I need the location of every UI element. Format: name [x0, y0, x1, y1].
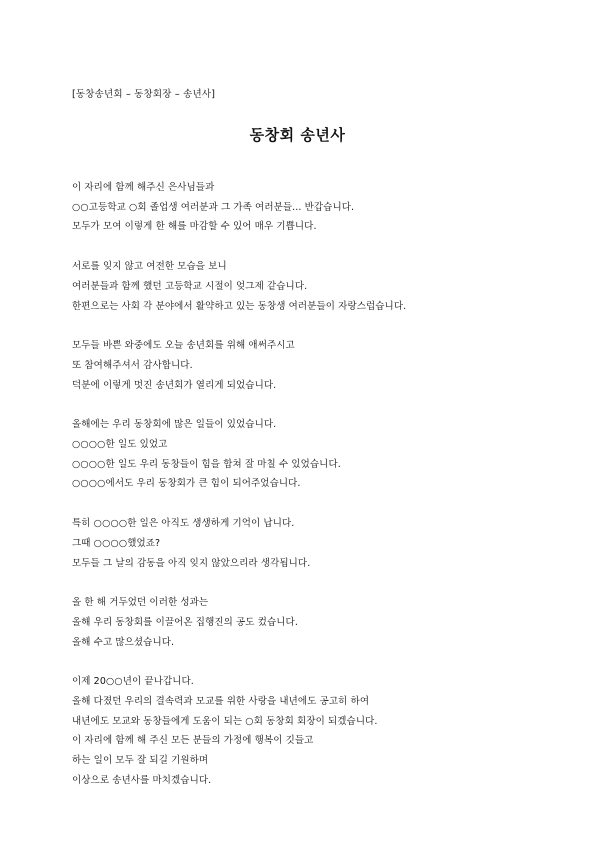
paragraph-3	[72, 336, 532, 395]
paragraph-6	[72, 593, 532, 652]
text-line: 올해 다졌던 우리의 결속력과 모교를 위한 사랑을 내년에도 공고히 하여	[72, 696, 370, 708]
speech-body	[72, 178, 532, 811]
header-label: [동창송년회 – 동창회장 – 송년사]	[72, 89, 216, 100]
text-line: 이 자리에 함께 해주신 은사님들과	[72, 182, 215, 193]
page-title: 동창회 송년사	[249, 126, 346, 144]
text-line: 덕분에 이렇게 멋진 송년회가 열리게 되었습니다.	[72, 379, 277, 391]
text-line: 올해 우리 동창회를 이끌어온 집행진의 공도 컸습니다.	[72, 616, 298, 628]
text-line: 올해 수고 많으셨습니다.	[72, 636, 175, 648]
paragraph-5	[72, 514, 532, 573]
text-line: ○○○○에서도 우리 동창회가 큰 힘이 되어주었습니다.	[72, 478, 301, 490]
text-line: 모두들 그 날의 감동을 아직 잊지 않았으리라 생각됩니다.	[72, 557, 311, 569]
text-line: 올해에는 우리 동창회에 많은 일들이 있었습니다.	[72, 419, 277, 431]
paragraph-4	[72, 415, 532, 494]
text-line: 올 한 해 거두었던 이러한 성과는	[72, 597, 209, 609]
text-line: 서로를 잊지 않고 여전한 모습을 보니	[72, 261, 227, 273]
text-line: 이상으로 송년사를 마치겠습니다.	[72, 774, 212, 786]
paragraph-2	[72, 257, 532, 316]
text-line: 하는 일이 모두 잘 되길 기원하며	[72, 755, 209, 767]
text-line: 모두들 바쁜 와중에도 오늘 송년회를 위해 애써주시고	[72, 340, 295, 352]
text-line: 여러분들과 함께 했던 고등학교 시절이 엊그제 같습니다.	[72, 280, 308, 292]
text-line: ○○고등학교 ○회 졸업생 여러분과 그 가족 여러분들... 반갑습니다.	[72, 201, 355, 213]
text-line: ○○○○한 일도 우리 동창들이 힘을 합쳐 잘 마칠 수 있었습니다.	[72, 458, 341, 470]
text-line: 특히 ○○○○한 일은 아직도 생생하게 기억이 납니다.	[72, 518, 295, 530]
text-line: 내년에도 모교와 동창들에게 도움이 되는 ○회 동창회 회장이 되겠습니다.	[72, 715, 378, 727]
text-line: 모두가 모여 이렇게 한 해를 마감할 수 있어 매우 기쁩니다.	[72, 221, 317, 233]
text-line: ○○○○한 일도 있었고	[72, 439, 168, 451]
text-line: 한편으로는 사회 각 분야에서 활약하고 있는 동창생 여러분들이 자랑스럽습니다.	[72, 300, 407, 312]
text-line: 그때 ○○○○했었죠?	[72, 537, 161, 549]
text-line: 이 자리에 함께 해 주신 모든 분들의 가정에 행복이 깃들고	[72, 735, 314, 747]
text-line: 또 참여해주셔서 감사합니다.	[72, 359, 193, 371]
paragraph-7	[72, 672, 532, 790]
paragraph-1	[72, 178, 532, 237]
text-line: 이제 20○○년이 끝나갑니다.	[72, 676, 194, 688]
